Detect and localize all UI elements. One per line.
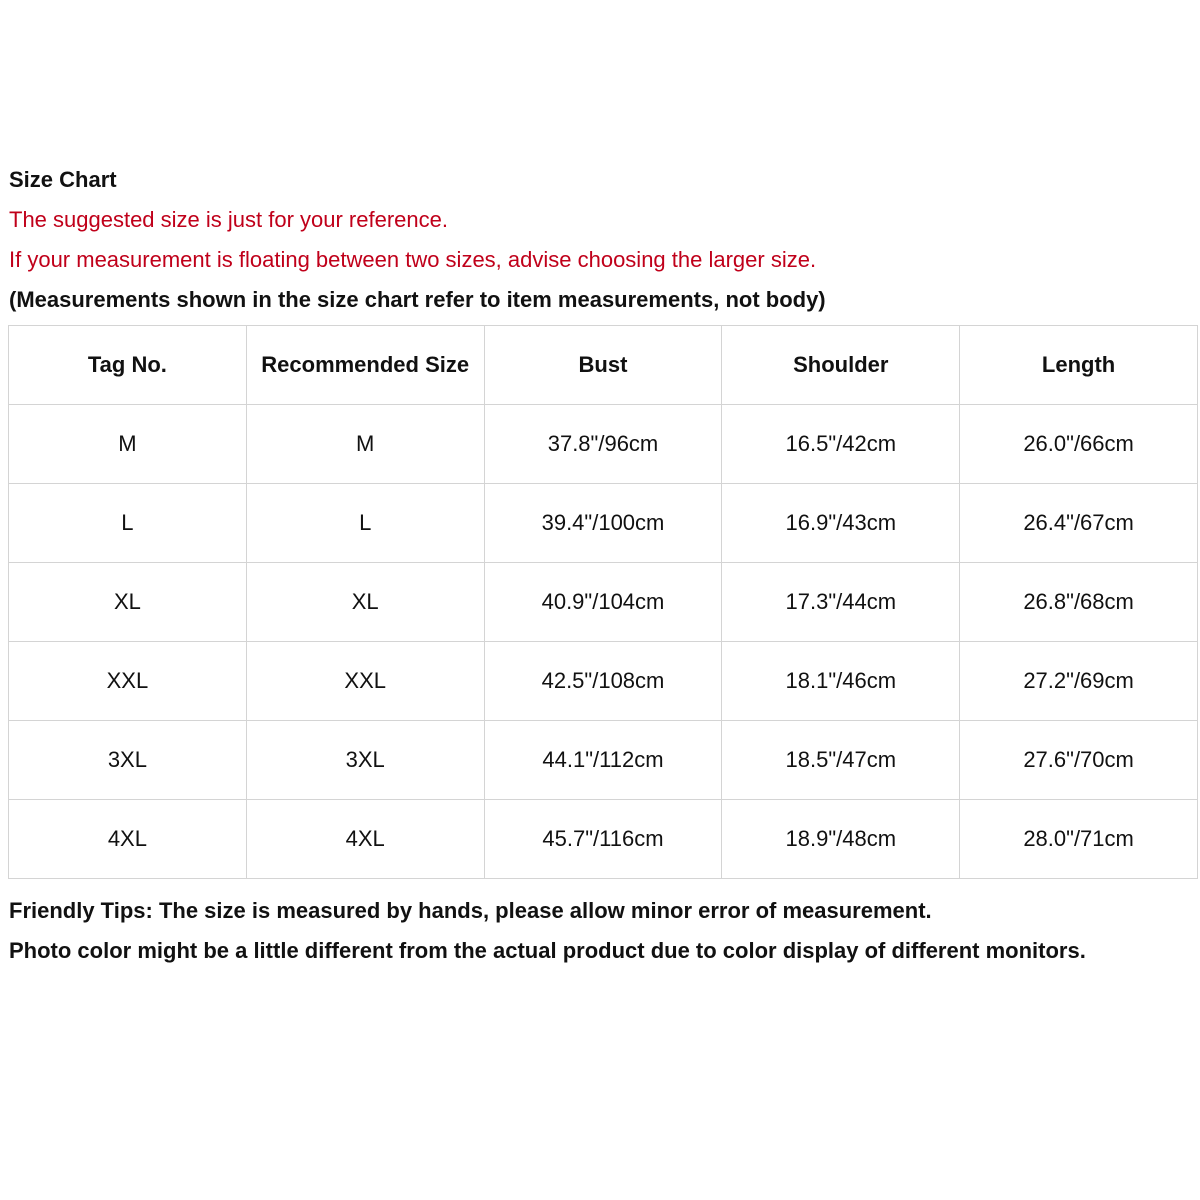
bust-cell: 39.4"/100cm bbox=[484, 484, 722, 563]
length-cell: 27.2"/69cm bbox=[960, 642, 1198, 721]
reference-note: The suggested size is just for your reference. bbox=[9, 207, 448, 232]
recommended-size-cell: XXL bbox=[246, 642, 484, 721]
shoulder-cell: 16.9"/43cm bbox=[722, 484, 960, 563]
table-row bbox=[9, 642, 1198, 721]
column-header-recommended-size: Recommended Size bbox=[246, 326, 484, 405]
tag-no-cell: 4XL bbox=[9, 800, 247, 879]
recommended-size-cell: M bbox=[246, 405, 484, 484]
shoulder-cell: 18.9"/48cm bbox=[722, 800, 960, 879]
table-row bbox=[9, 484, 1198, 563]
size-table bbox=[8, 325, 1198, 879]
tag-no-cell: 3XL bbox=[9, 721, 247, 800]
column-header-bust: Bust bbox=[484, 326, 722, 405]
color-tip: Photo color might be a little different from the actual product due to color display of different monitors. bbox=[9, 938, 1086, 963]
shoulder-cell: 17.3"/44cm bbox=[722, 563, 960, 642]
page-title: Size Chart bbox=[9, 167, 117, 192]
tag-no-cell: L bbox=[9, 484, 247, 563]
measurement-disclaimer: (Measurements shown in the size chart refer to item measurements, not body) bbox=[9, 287, 826, 312]
table-row bbox=[9, 405, 1198, 484]
table-row bbox=[9, 563, 1198, 642]
length-cell: 27.6"/70cm bbox=[960, 721, 1198, 800]
length-cell: 26.8"/68cm bbox=[960, 563, 1198, 642]
shoulder-cell: 18.5"/47cm bbox=[722, 721, 960, 800]
length-cell: 26.4"/67cm bbox=[960, 484, 1198, 563]
bust-cell: 42.5"/108cm bbox=[484, 642, 722, 721]
bust-cell: 45.7"/116cm bbox=[484, 800, 722, 879]
column-header-tag-no: Tag No. bbox=[9, 326, 247, 405]
bust-cell: 40.9"/104cm bbox=[484, 563, 722, 642]
shoulder-cell: 16.5"/42cm bbox=[722, 405, 960, 484]
column-header-length: Length bbox=[960, 326, 1198, 405]
column-header-shoulder: Shoulder bbox=[722, 326, 960, 405]
bust-cell: 44.1"/112cm bbox=[484, 721, 722, 800]
tag-no-cell: XXL bbox=[9, 642, 247, 721]
recommended-size-cell: 3XL bbox=[246, 721, 484, 800]
table-row bbox=[9, 721, 1198, 800]
recommended-size-cell: L bbox=[246, 484, 484, 563]
measurement-tip: Friendly Tips: The size is measured by hands, please allow minor error of measurement. bbox=[9, 898, 932, 923]
recommended-size-cell: 4XL bbox=[246, 800, 484, 879]
length-cell: 28.0"/71cm bbox=[960, 800, 1198, 879]
table-row bbox=[9, 800, 1198, 879]
shoulder-cell: 18.1"/46cm bbox=[722, 642, 960, 721]
friendly-tips bbox=[9, 891, 1194, 971]
recommended-size-cell: XL bbox=[246, 563, 484, 642]
tag-no-cell: XL bbox=[9, 563, 247, 642]
table-header-row bbox=[9, 326, 1198, 405]
tag-no-cell: M bbox=[9, 405, 247, 484]
length-cell: 26.0"/66cm bbox=[960, 405, 1198, 484]
larger-size-advice: If your measurement is floating between two sizes, advise choosing the larger size. bbox=[9, 247, 817, 272]
bust-cell: 37.8"/96cm bbox=[484, 405, 722, 484]
size-chart-header bbox=[9, 160, 1194, 320]
